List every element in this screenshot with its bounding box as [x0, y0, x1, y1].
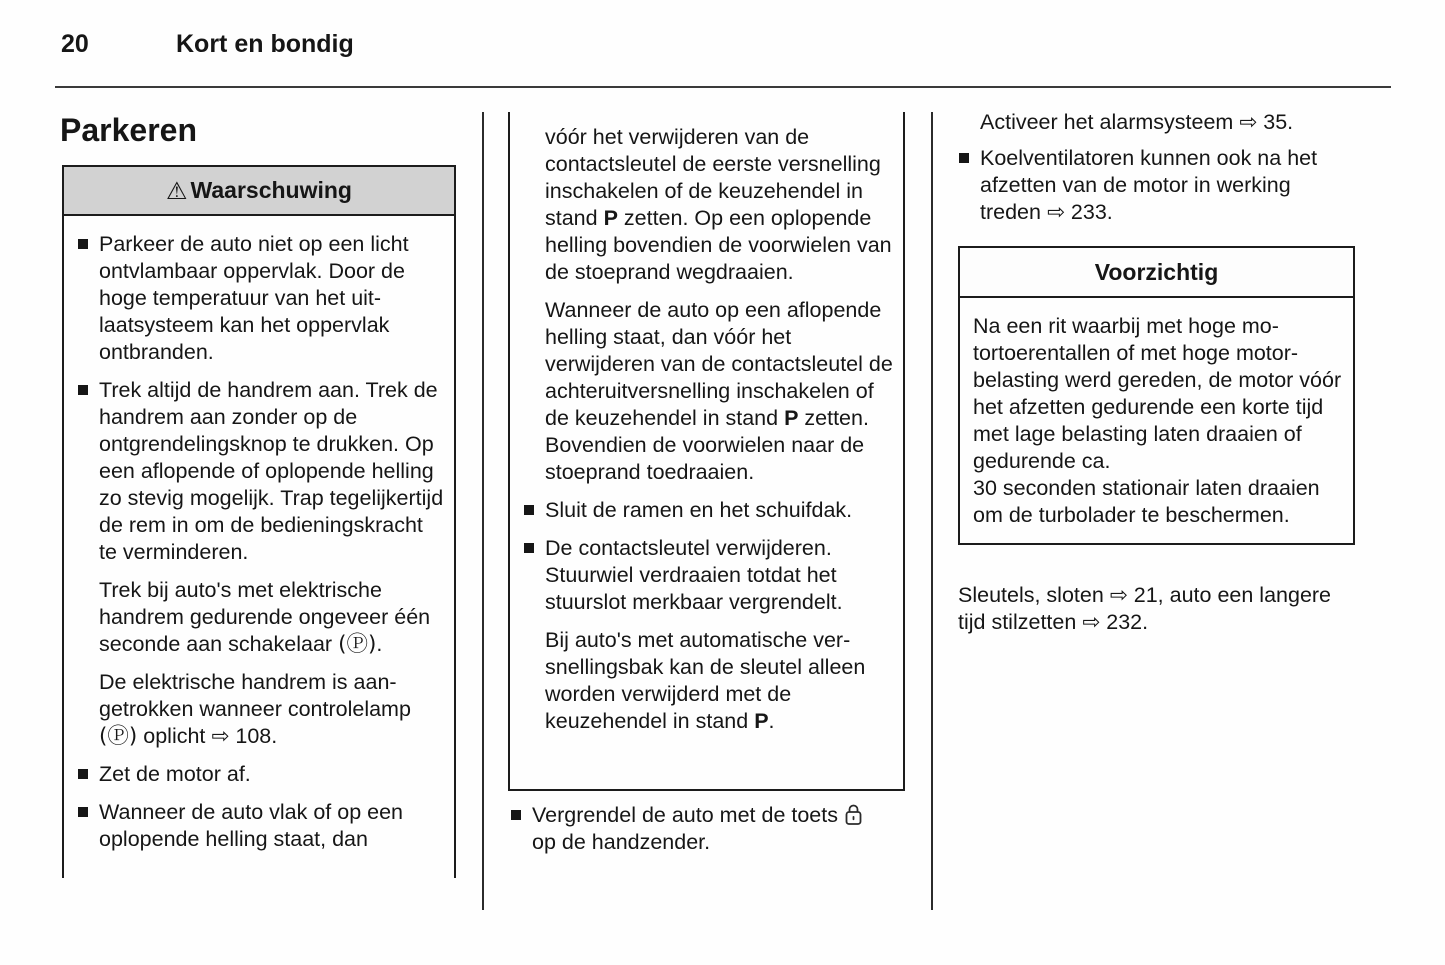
caution-box-header: [960, 248, 1353, 298]
warning-box-body: [64, 216, 454, 853]
caution-box-body: [960, 298, 1353, 543]
paragraph: [77, 577, 445, 658]
bullet-square-icon: [959, 153, 969, 163]
text-run: vóór het verwijderen van de contactsleutel de eerste versnelling inschakelen of de keuzehendel in stand P zetten. Op een oplopende helling bovendien de voorwielen van de stoeprand wegdraaien.: [545, 125, 892, 284]
column-divider: [482, 112, 484, 910]
section-heading: Parkeren: [60, 112, 197, 148]
bullet-square-icon: [78, 239, 88, 249]
warning-box-body-continued: [510, 112, 903, 735]
bullet-item: [510, 802, 892, 856]
lock-icon: [844, 803, 863, 827]
column2-text: [510, 802, 892, 867]
paragraph: [77, 669, 445, 750]
bullet-square-icon: [78, 769, 88, 779]
bullet-item: [523, 535, 893, 616]
bullet-item: [77, 761, 445, 788]
text-run: Sluit de ramen en het schuifdak.: [545, 498, 853, 522]
bullet-item: [523, 497, 893, 524]
header-rule: [55, 86, 1391, 88]
paragraph: [973, 313, 1343, 529]
warning-box: [62, 165, 456, 878]
page-number: 20: [61, 30, 89, 58]
bullet-square-icon: [524, 505, 534, 515]
warning-box-header: [64, 167, 454, 216]
text-run: Zet de motor af.: [99, 762, 251, 786]
bullet-item: [77, 377, 445, 566]
text-run: De elektrische handrem is aangetrokken wanneer controlelamp (Ⓟ) oplicht ⇨ 108.: [99, 670, 411, 749]
bullet-square-icon: [511, 810, 521, 820]
paragraph: [958, 582, 1336, 636]
text-run: Bij auto's met automatische versnellingsbak kan de sleutel alleen worden verwijderd met de keuzehendel in stand P.: [545, 628, 866, 733]
text-run: Trek bij auto's met elektrische handrem gedurende ongeveer één seconde aan schakelaar (Ⓟ).: [99, 578, 431, 657]
text-run: Activeer het alarmsysteem ⇨ 35.: [980, 110, 1294, 135]
warning-triangle-icon: ⚠: [166, 176, 188, 205]
text-run: De contactsleutel verwijderen. Stuurwiel verdraaien totdat het stuurslot merkbaar vergrendelt.: [545, 536, 843, 614]
paragraph: [958, 109, 1355, 136]
chapter-title: Kort en bondig: [176, 30, 354, 58]
caution-box: [958, 246, 1355, 545]
paragraph: [523, 124, 893, 286]
cross-reference-text: [958, 582, 1336, 647]
paragraph: [523, 297, 893, 486]
text-run: Wanneer de auto vlak of op een oplopende helling staat, dan: [99, 800, 403, 851]
caution-box-title: Voorzichtig: [1094, 258, 1219, 285]
bullet-square-icon: [78, 385, 88, 395]
warning-box-title: Waarschuwing: [190, 177, 352, 203]
warning-box-continued: [508, 112, 905, 791]
text-run: Na een rit waarbij met hoge motortoerentallen of met hoge motorbelasting werd gereden, de motor vóór het afzetten gedurende een korte tijd met lage belasting laten draaien of gedurende ca. 30 seconden stationair laten draaien om de turbolader te beschermen.: [973, 314, 1342, 527]
text-run: Wanneer de auto op een aflopende helling staat, dan vóór het verwijderen van de contactsleutel de achteruitversnelling inschakelen of de keuzehendel in stand P zetten. Bovendien de voorwielen naar de stoeprand toedraaien.: [545, 298, 893, 484]
text-run: Koelventilatoren kunnen ook na het afzetten van de motor in werking treden ⇨ 233.: [980, 146, 1318, 225]
column-divider: [931, 112, 933, 910]
bullet-square-icon: [524, 543, 534, 553]
text-run: Trek altijd de handrem aan. Trek de handrem aan zonder op de ontgrendelingsknop te drukken. Op een aflopende of oplopende helling zo stevig mogelijk. Trap tegelijkertijd de rem in om de bedieningskracht te verminderen.: [99, 378, 444, 564]
bullet-square-icon: [78, 807, 88, 817]
bullet-item: [77, 799, 445, 853]
bullet-item: [77, 231, 445, 366]
paragraph: [523, 627, 893, 735]
bullet-item: [958, 145, 1355, 226]
text-run: Sleutels, sloten ⇨ 21, auto een langere tijd stilzetten ⇨ 232.: [958, 583, 1332, 635]
text-run: Vergrendel de auto met de toets op de handzender.: [532, 803, 863, 854]
column3-text: [958, 109, 1355, 235]
text-run: Parkeer de auto niet op een licht ontvlambaar oppervlak. Door de hoge temperatuur van het uitlaatsysteem kan het oppervlak ontbranden.: [99, 232, 409, 364]
